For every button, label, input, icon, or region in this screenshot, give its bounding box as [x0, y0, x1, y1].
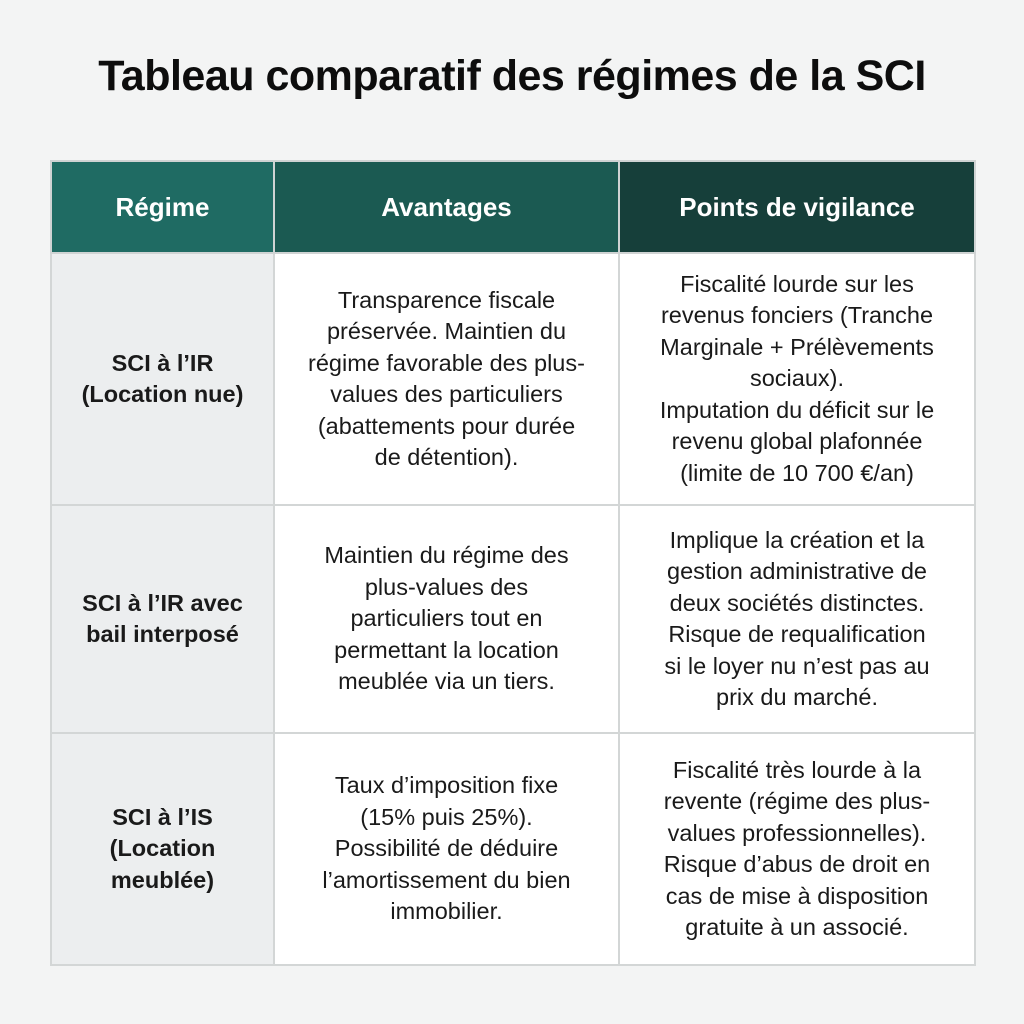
avantages-text: Possibilité de déduire [334, 835, 559, 862]
avantages-text: (15% puis 25%). [360, 803, 533, 830]
regime-text: meublée) [110, 866, 215, 893]
regime-text: bail interposé [86, 621, 239, 647]
vigilance-text: revenus fonciers (Tranche [660, 302, 934, 329]
avantages-text: de détention). [374, 444, 519, 470]
avantages-text: préservée. Maintien du [326, 318, 567, 344]
avantages-text: permettant la location [334, 636, 559, 663]
comparison-table-container [50, 160, 974, 964]
vigilance-text: revenu global plafonnée [671, 428, 923, 455]
avantages-text: (abattements pour durée [317, 412, 576, 439]
avantages-text: plus-values des [364, 573, 529, 600]
comparison-table [50, 160, 976, 966]
avantages-text: l’amortissement du bien [322, 866, 571, 893]
vigilance-cell [619, 505, 975, 733]
vigilance-text: (limite de 10 700 €/an) [680, 459, 914, 486]
vigilance-cell [619, 733, 975, 965]
vigilance-text: Implique la création et la [669, 526, 925, 553]
table-row [51, 733, 975, 965]
header-avantages: Avantages [274, 161, 619, 253]
page-title: Tableau comparatif des régimes de la SCI [98, 52, 926, 100]
vigilance-text: Imputation du déficit sur le [659, 396, 935, 423]
table-row [51, 253, 975, 505]
regime-cell [51, 505, 274, 733]
avantages-text: values des particuliers [330, 381, 563, 407]
header-regime: Régime [51, 161, 274, 253]
avantages-text: meublée via un tiers. [338, 668, 555, 695]
avantages-text: Maintien du régime des [324, 542, 569, 569]
table-row [51, 505, 975, 733]
regime-text: (Location nue) [81, 381, 244, 407]
vigilance-text: si le loyer nu n’est pas au [664, 652, 930, 679]
vigilance-text: deux sociétés distinctes. [669, 589, 925, 616]
vigilance-text: Risque de requalification [668, 621, 926, 647]
vigilance-text: Fiscalité très lourde à la [672, 756, 922, 783]
regime-text: SCI à l’IR avec [82, 589, 243, 616]
vigilance-text: prix du marché. [716, 684, 878, 710]
vigilance-text: revente (régime des plus- [663, 788, 931, 814]
vigilance-text: Risque d’abus de droit en [663, 851, 931, 877]
avantages-text: régime favorable des plus- [308, 349, 585, 376]
avantages-text: Taux d’imposition fixe [334, 772, 559, 799]
vigilance-cell [619, 253, 975, 505]
avantages-text: immobilier. [390, 898, 503, 925]
regime-text: SCI à l’IR [111, 349, 214, 376]
vigilance-text: cas de mise à disposition [665, 882, 929, 909]
avantages-text: particuliers tout en [350, 605, 543, 632]
vigilance-text: gratuite à un associé. [685, 914, 909, 940]
avantages-text: Transparence fiscale [337, 286, 556, 313]
regime-text: SCI à l’IS [112, 803, 213, 830]
vigilance-text: Fiscalité lourde sur les [680, 270, 914, 297]
regime-cell [51, 253, 274, 505]
table-header-row [51, 161, 975, 253]
regime-text: (Location [109, 835, 216, 862]
vigilance-text: Marginale + Prélèvements [660, 333, 934, 360]
avantages-cell [274, 505, 619, 733]
vigilance-text: values professionnelles). [667, 819, 927, 846]
header-vigilance: Points de vigilance [619, 161, 975, 253]
regime-cell [51, 733, 274, 965]
avantages-cell [274, 733, 619, 965]
vigilance-text: gestion administrative de [667, 558, 927, 584]
avantages-cell [274, 253, 619, 505]
vigilance-text: sociaux). [749, 365, 845, 392]
